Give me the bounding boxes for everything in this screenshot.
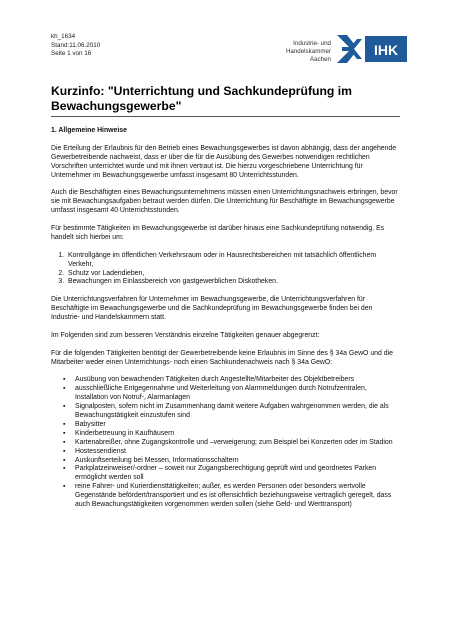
square-bullet-icon: ▪ [63,385,66,393]
bullet-item [51,421,400,430]
square-bullet-icon: ▪ [63,447,66,455]
square-bullet-icon: ▪ [63,376,66,384]
paragraph-3: Für bestimmte Tätigkeiten im Bewachungsgewerbe ist darüber hinaus eine Sachkundeprüfung notwendig. Es handelt sich hierbei um: [51,225,385,241]
organization-name [247,40,331,64]
title-divider [51,116,400,117]
paragraph-5: Im Folgenden sind zum besseren Verständnis einzelne Tätigkeiten genauer abgegrenzt: [51,331,320,339]
square-bullet-icon: ▪ [63,456,66,464]
logo-text: IHK [373,42,399,58]
paragraph-2: Auch die Beschäftigten eines Bewachungsunternehmens müssen einen Unterrichtungsnachweis erbringen, bevor sie mit Bewachungsaufgaben betraut werden dürfen. Die Unterrichtung für Beschäftigte im Bewachungsgewerbe umfasst insgesamt 40 Unterrichtsstunden. [51,189,398,215]
bullet-item [51,385,400,403]
bullet-text: Ausübung von bewachenden Tätigkeiten durch Angestellte/Mitarbeiter des Objektbetreibers [75,376,355,384]
square-bullet-icon: ▪ [63,483,66,491]
bullet-text: Auskunftserteilung bei Messen, Informationsschaltern [75,456,239,464]
bullet-text: Signalposten, sofern nicht im Zusammenhang damit weitere Aufgaben wahrgenommen werden, die als Bewachungstätigkeit einzustufen sind [75,403,389,419]
doc-id: kh_1634 [51,33,76,40]
paragraph-6: Für die folgenden Tätigkeiten benötigt der Gewerbetreibende keine Erlaubnis im Sinne des § 34a GewO und die Mitarbeiter weder einen Unterrichtungs- noch einen Sachkundenachweis nach § 34a GewO: [51,349,393,366]
ihk-logo [335,32,407,66]
square-bullet-icon: ▪ [63,420,66,428]
bullet-text: ausschließliche Entgegennahme und Weiterleitung von Alarmmeldungen durch Notrufzentralen, Installation von Notruf-, Alarmanlagen [75,385,367,402]
bullet-item [51,465,400,483]
square-bullet-icon: ▪ [63,465,66,473]
bullet-item [51,448,400,457]
org-line-1: Industrie- und Handelskammer [285,40,331,55]
doc-date: Stand:11.06.2010 [51,41,101,49]
numbered-list [51,252,400,288]
bullet-item [51,403,400,421]
ihk-emblem-icon [337,35,362,63]
page-number: Seite 1 von 16 [51,50,92,58]
numbered-item: 1. Kontrollgänge im öffentlichen Verkehrsraum oder in Hausrechtsbereichen mit tatsächlich öffentlichem Verkehr, [66,252,400,270]
paragraph-4: Die Unterrichtungsverfahren für Unternehmer im Bewachungsgewerbe, die Unterrichtungsverfahren für Beschäftigte im Bewachungsgewerbe und die Sachkundeprüfung im Bewachungsgewerbe finden bei den Industrie- und Handelskammern statt. [51,296,373,322]
bullet-text: Hostessendienst [75,447,126,455]
bullet-text: reine Fahrer- und Kurierdiensttätigkeiten; außer, es werden Personen oder besonders wertvolle Gegenstände befördert/transportiert und es ist offensichtlich beziehungsweise vertraglich geregelt, dass auch Bewachungstätigkeiten vorgenommen werden sollen (siehe Geld- und Werttransport) [75,483,392,509]
org-line-2: Aachen [310,56,331,63]
square-bullet-icon: ▪ [63,438,66,446]
document-body [51,127,400,510]
square-bullet-icon: ▪ [63,429,66,437]
bullet-text: Babysitter [75,420,106,428]
bullet-text: Parkplatzeinweiser/-ordner – soweit nur Zugangsberechtigung geprüft wird und geordnetes Parken ermöglicht werden soll [75,465,377,482]
bullet-list [51,376,400,510]
page-title: Kurzinfo: "Unterrichtung und Sachkundeprüfung im Bewachungsgewerbe" [51,84,352,113]
bullet-item [51,457,400,466]
bullet-item [51,376,400,385]
numbered-item: 3. Bewachungen im Einlassbereich von gastgewerblichen Diskotheken. [66,278,400,287]
section-heading: 1. Allgemeine Hinweise [51,127,127,134]
document-meta [51,33,100,59]
bullet-item [51,430,400,439]
bullet-text: Kinderbetreuung in Kaufhäusern [75,429,175,437]
square-bullet-icon: ▪ [63,403,66,411]
paragraph-1: Die Erteilung der Erlaubnis für den Betrieb eines Bewachungsgewerbes ist davon abhängig, dass der angehende Gewerbetreibende nachweist, dass er über die für die Ausübung des Gewerbes notwendigen rechtlichen Vorschriften unterrichtet wurde und mit ihnen vertraut ist. Die hierzu vorgeschriebene Unterrichtung für Unternehmer im Bewachungsgewerbe umfasst insgesamt 80 Unterrichtsstunden. [51,144,397,179]
bullet-item [51,483,400,510]
numbered-item: 2. Schutz vor Ladendieben, [66,270,400,279]
bullet-item [51,439,400,448]
bullet-text: Kartenabreißer, ohne Zugangskontrolle und –verweigerung; zum Beispiel bei Konzerten oder im Stadion [75,438,393,446]
